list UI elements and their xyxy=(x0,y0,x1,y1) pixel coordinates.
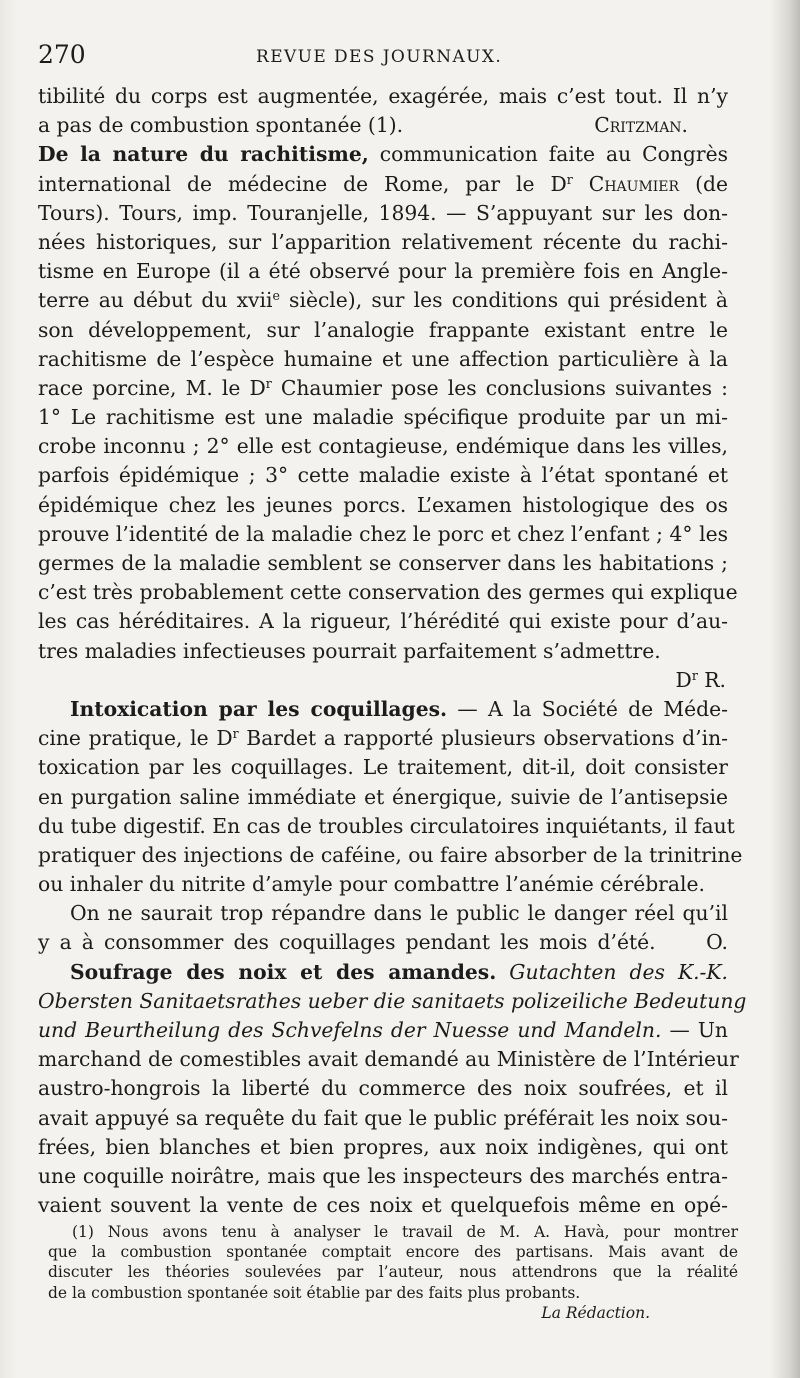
footnote-line: de la combustion spontanée soit établie par des faits plus probants. xyxy=(48,1283,581,1302)
text-line: tisme en Europe (il a été observé pour la première fois en Angle- xyxy=(38,259,728,284)
author-signature: Critzman. xyxy=(594,113,688,138)
text-line: marchand de comestibles avait demandé au Ministère de l’Intérieur xyxy=(38,1047,739,1072)
text-line: crobe inconnu ; 2° elle est contagieuse, endémique dans les villes, xyxy=(38,434,728,459)
footnote-line: discuter les théories soulevées par l’auteur, nous attendrons que la réalité xyxy=(48,1263,738,1282)
text-line: rachitisme de l’espèce humaine et une affection particulière à la xyxy=(38,346,728,371)
author-signature: $D^r$ R. xyxy=(675,667,726,692)
text-line: international de médecine de Rome, par le $D^r$ Chaumier (de xyxy=(38,171,728,196)
text-line: en purgation saline immédiate et énergique, suivie de l’antisepsie xyxy=(38,784,728,809)
section-heading-soufrage: Soufrage des noix et des amandes. Gutachten des K.-K. xyxy=(70,959,728,984)
text-line: c’est très probablement cette conservation des germes qui explique xyxy=(38,580,738,605)
section-heading-rachitisme: De la nature du rachitisme, communication faite au Congrès xyxy=(38,142,729,167)
section-heading-intoxication: Intoxication par les coquillages. — A la Société de Méde- xyxy=(70,696,728,721)
text-line: vaient souvent la vente de ces noix et quelquefois même en opé- xyxy=(38,1193,728,1218)
text-line: frées, bien blanches et bien propres, aux noix indigènes, qui ont xyxy=(38,1134,728,1159)
text-line: austro-hongrois la liberté du commerce des noix soufrées, et il xyxy=(38,1076,728,1101)
text-line: On ne saurait trop répandre dans le public le danger réel qu’il xyxy=(70,901,728,926)
page-header xyxy=(38,40,738,80)
text-line: prouve l’identité de la maladie chez le porc et chez l’enfant ; 4° les xyxy=(38,521,728,546)
text-line: ou inhaler du nitrite d’amyle pour combattre l’anémie cérébrale. xyxy=(38,872,705,897)
footnote-line: que la combustion spontanée comptait encore des partisans. Mais avant de xyxy=(48,1243,738,1262)
article-body xyxy=(38,82,747,1220)
text-line: a pas de combustion spontanée (1). Critzman. xyxy=(38,111,728,140)
text-line: son développement, sur l’analogie frappante existant entre le xyxy=(38,317,728,342)
text-line: germes de la maladie semblent se conserver dans les habitations ; xyxy=(38,551,728,575)
text-line: avait appuyé sa requête du fait que le public préférait les noix sou- xyxy=(38,1105,729,1130)
text-line: 1° Le rachitisme est une maladie spécifique produite par un mi- xyxy=(38,405,728,430)
text-line: und Beurtheilung des Schvefelns der Nuesse und Mandeln. — Un xyxy=(38,1018,728,1042)
text-line: pratiquer des injections de caféine, ou faire absorber de la trinitrine xyxy=(38,842,743,867)
text-line: les cas héréditaires. A la rigueur, l’hérédité qui existe pour d’au- xyxy=(38,609,728,634)
text-line: du tube digestif. En cas de troubles circulatoires inquiétants, il faut xyxy=(38,813,735,838)
text-line: toxication par les coquillages. Le traitement, dit-il, doit consister xyxy=(38,755,728,780)
footnote-signature: La Rédaction. xyxy=(541,1303,650,1322)
text-line: Obersten Sanitaetsrathes ueber die sanitaets polizeiliche Bedeutung xyxy=(38,988,747,1013)
text-line: terre au début du xvii$^e$ siècle), sur les conditions qui président à xyxy=(38,288,728,313)
text-line: une coquille noirâtre, mais que les inspecteurs des marchés entra- xyxy=(38,1163,728,1188)
text-line: parfois épidémique ; 3° cette maladie existe à l’état spontané et xyxy=(38,463,728,488)
text-line: cine pratique, le $D^r$ Bardet a rapporté plusieurs observations d’in- xyxy=(38,726,728,751)
text-line: Tours). Tours, imp. Touranjelle, 1894. — S’appuyant sur les don- xyxy=(38,200,728,225)
text-line: y a à consommer des coquillages pendant les mois d’été. O. xyxy=(38,930,728,955)
footnote-line: (1) Nous avons tenu à analyser le travail de M. A. Havà, pour montrer xyxy=(72,1223,738,1241)
text-line: tibilité du corps est augmentée, exagérée, mais c’est tout. Il n’y xyxy=(38,84,728,108)
text-line: épidémique chez les jeunes porcs. L’examen histologique des os xyxy=(38,492,728,517)
page-number: 270 xyxy=(38,40,86,69)
text-line: race porcine, M. le $D^r$ Chaumier pose les conclusions suivantes : xyxy=(38,375,728,400)
running-head: REVUE DES JOURNAUX. xyxy=(256,47,503,67)
text-line: tres maladies infectieuses pourrait parfaitement s’admettre. xyxy=(38,638,661,663)
text-line: nées historiques, sur l’apparition relativement récente du rachi- xyxy=(38,229,728,254)
footnote xyxy=(48,1222,738,1323)
